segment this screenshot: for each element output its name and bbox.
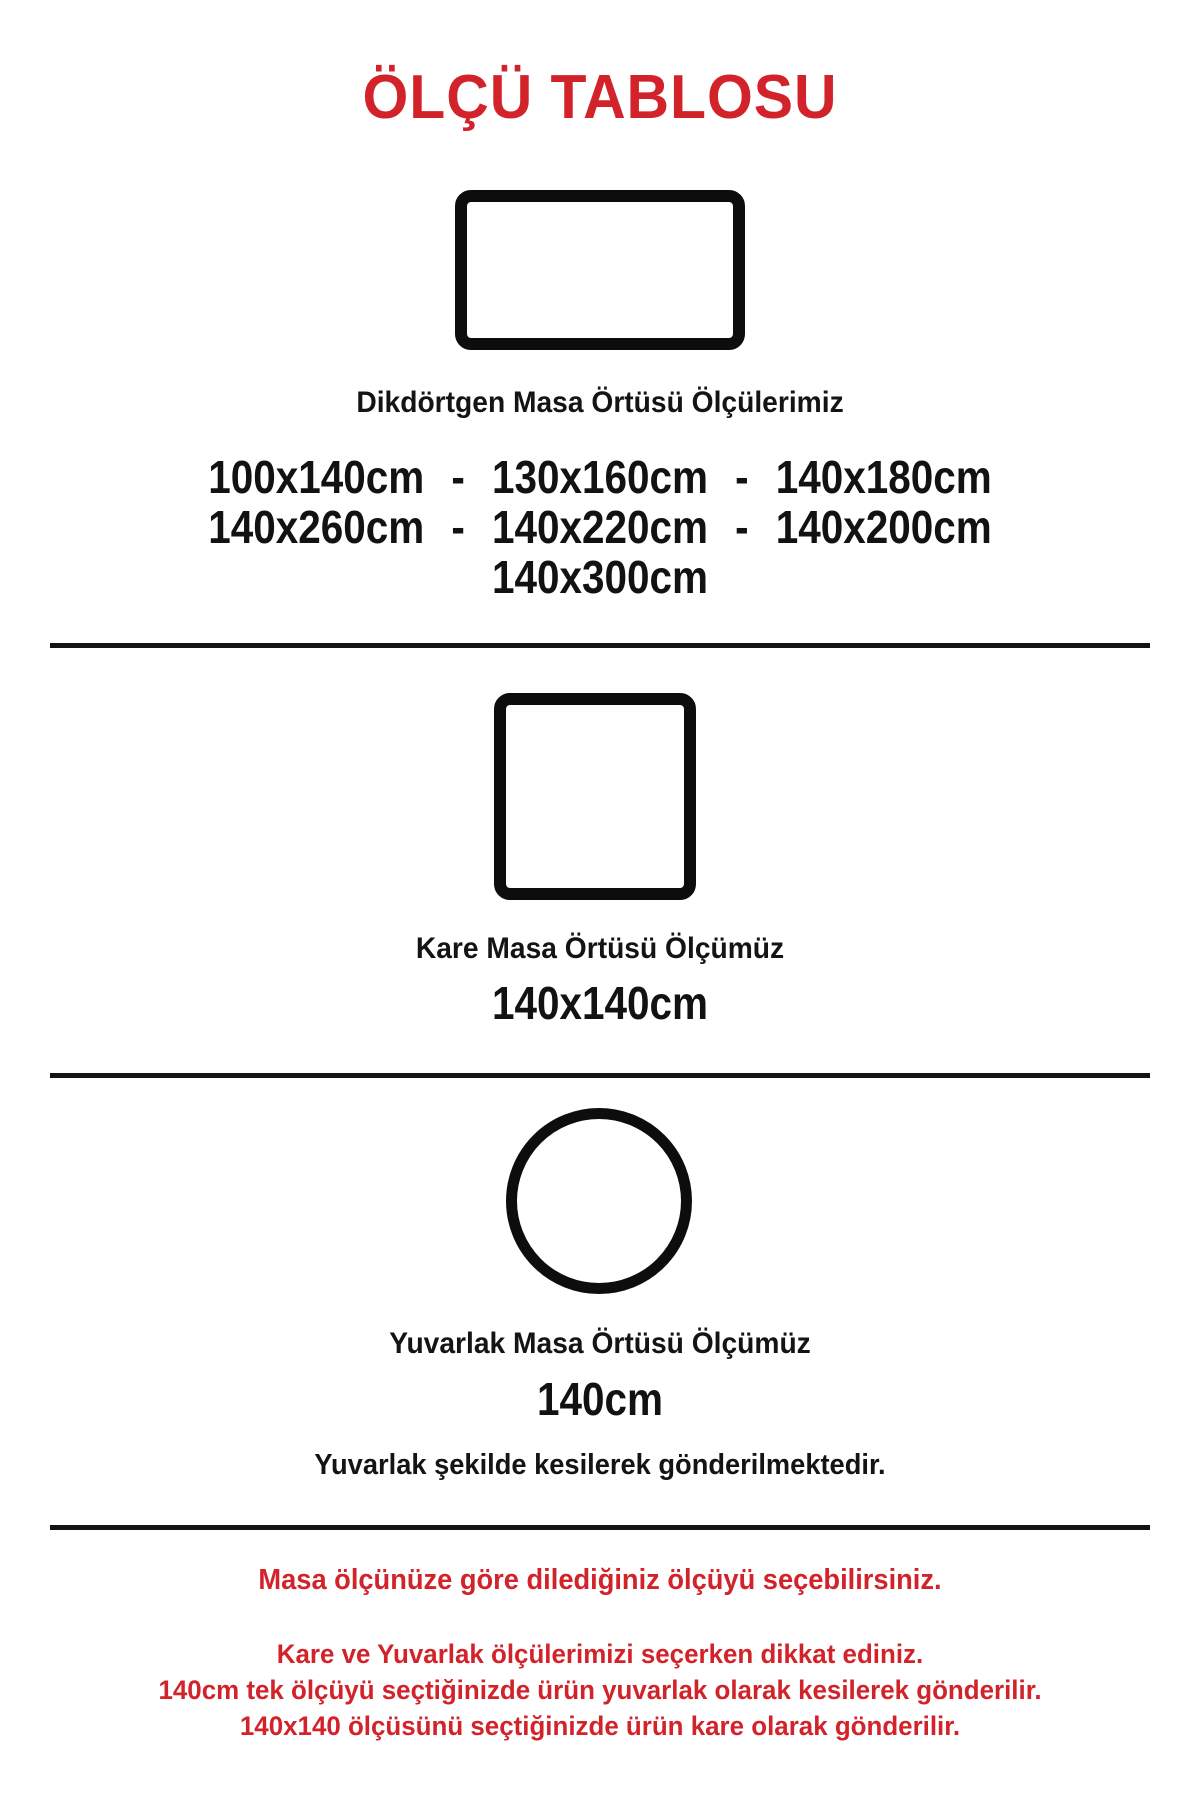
rectangle-section-label: Dikdörtgen Masa Örtüsü Ölçülerimiz	[356, 386, 844, 419]
rectangle-size-row-1: 100x140cm - 130x160cm - 140x180cm	[208, 451, 992, 503]
square-size-value: 140x140cm	[491, 977, 709, 1029]
footer-warning-block	[24, 1636, 1176, 1744]
section-divider-1	[50, 643, 1150, 648]
rectangle-size-row-3: 140x300cm	[491, 551, 709, 603]
rectangle-size-list	[0, 452, 1200, 602]
section-divider-3	[50, 1525, 1150, 1530]
circle-shape	[506, 1108, 692, 1294]
rectangle-shape	[455, 190, 745, 350]
footer-warning-line-3: 140x140 ölçüsünü seçtiğinizde ürün kare olarak gönderilir.	[239, 1711, 961, 1741]
footer-choice-note: Masa ölçünüze göre dilediğiniz ölçüyü seçebilirsiniz.	[258, 1564, 942, 1596]
footer-warning-line-2: 140cm tek ölçüyü seçtiğinizde ürün yuvarlak olarak kesilerek gönderilir.	[158, 1675, 1042, 1705]
rectangle-size-row-2: 140x260cm - 140x220cm - 140x200cm	[208, 501, 992, 553]
round-section-label: Yuvarlak Masa Örtüsü Ölçümüz	[389, 1327, 811, 1360]
square-section-label: Kare Masa Örtüsü Ölçümüz	[415, 932, 785, 965]
round-cut-note: Yuvarlak şekilde kesilerek gönderilmektedir.	[314, 1449, 886, 1481]
section-divider-2	[50, 1073, 1150, 1078]
footer-warning-line-1: Kare ve Yuvarlak ölçülerimizi seçerken dikkat ediniz.	[276, 1639, 924, 1669]
round-size-value: 140cm	[536, 1373, 664, 1425]
page-title: ÖLÇÜ TABLOSU	[362, 63, 838, 132]
square-shape	[494, 693, 696, 900]
